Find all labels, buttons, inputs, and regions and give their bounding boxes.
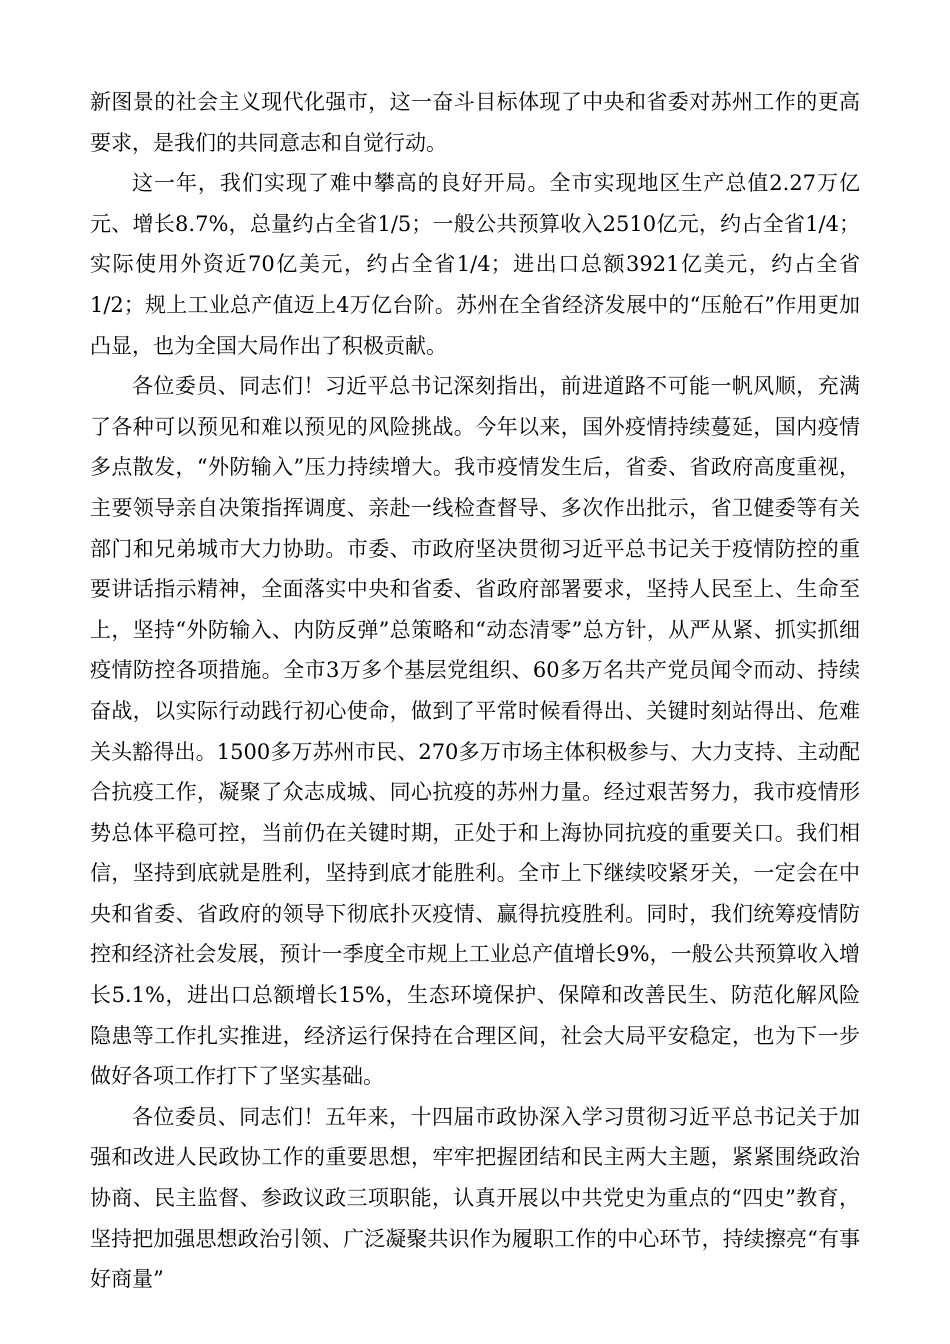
document-page (90, 82, 860, 1300)
paragraph-epidemic-control: 各位委员、同志们！习近平总书记深刻指出，前进道路不可能一帆风顺，充满了各种可以预见和难以预见的风险挑战。今年以来，国外疫情持续蔓延，国内疫情多点散发，“外防输入”压力持续增大。我市疫情发生后，省委、省政府高度重视，主要领导亲自决策指挥调度、亲赴一线检查督导、多次作出批示，省卫健委等有关部门和兄弟城市大力协助。市委、市政府坚决贯彻习近平总书记关于疫情防控的重要讲话指示精神，全面落实中央和省委、省政府部署要求，坚持人民至上、生命至上，坚持“外防输入、内防反弹”总策略和“动态清零”总方针，从严从紧、抓实抓细疫情防控各项措施。全市3万多个基层党组织、60多万名共产党员闻令而动、持续奋战，以实际行动践行初心使命，做到了平常时候看得出、关键时刻站得出、危难关头豁得出。1500多万苏州市民、270多万市场主体积极参与、大力支持、主动配合抗疫工作，凝聚了众志成城、同心抗疫的苏州力量。经过艰苦努力，我市疫情形势总体平稳可控，当前仍在关键时期，正处于和上海协同抗疫的重要关口。我们相信，坚持到底就是胜利，坚持到底才能胜利。全市上下继续咬紧牙关，一定会在中央和省委、省政府的领导下彻底扑灭疫情、赢得抗疫胜利。同时，我们统筹疫情防控和经济社会发展，预计一季度全市规上工业总产值增长9%，一般公共预算收入增长5.1%，进出口总额增长15%，生态环境保护、保障和改善民生、防范化解风险隐患等工作扎实推进，经济运行保持在合理区间，社会大局平安稳定，也为下一步做好各项工作打下了坚实基础。 (90, 374, 860, 1089)
paragraph-continued: 新图景的社会主义现代化强市，这一奋斗目标体现了中央和省委对苏州工作的更高要求，是我们的共同意志和自觉行动。 (90, 90, 860, 155)
paragraph-annual-results: 这一年，我们实现了难中攀高的良好开局。全市实现地区生产总值2.27万亿元、增长8.7%，总量约占全省1/5；一般公共预算收入2510亿元，约占全省1/4；实际使用外资近70亿美元，约占全省1/4；进出口总额3921亿美元，约占全省1/2；规上工业总产值迈上4万亿台阶。苏州在全省经济发展中的“压舱石”作用更加凸显，也为全国大局作出了积极贡献。 (90, 171, 860, 358)
paragraph-cppcc-five-years: 各位委员、同志们！五年来，十四届市政协深入学习贯彻习近平总书记关于加强和改进人民政协工作的重要思想，牢牢把握团结和民主两大主题，紧紧围绕政治协商、民主监督、参政议政三项职能，认真开展以中共党史为重点的“四史”教育，坚持把加强思想政治引领、广泛凝聚共识作为履职工作的中心环节，持续擦亮“有事好商量” (90, 1104, 860, 1292)
